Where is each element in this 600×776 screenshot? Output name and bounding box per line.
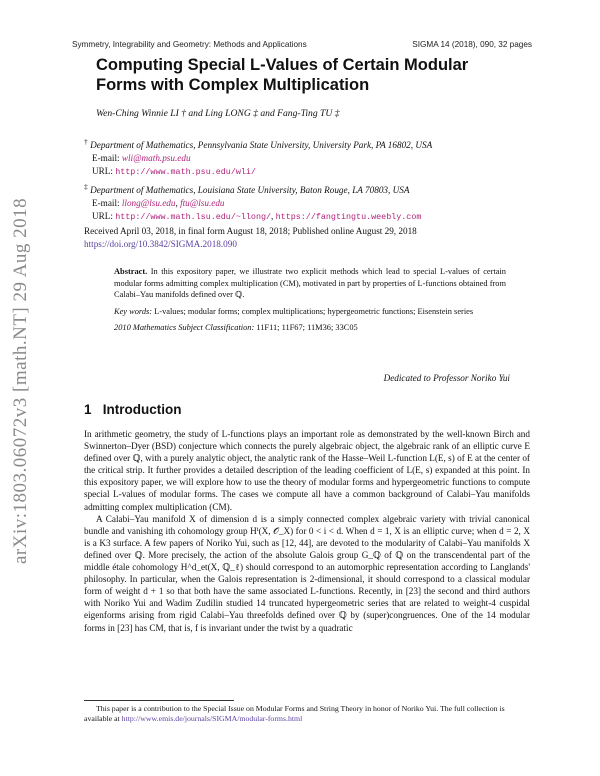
section-heading: 1 Introduction [84, 402, 182, 417]
author-list: Wen-Ching Winnie LI † and Ling LONG ‡ and Fang-Ting TU ‡ [96, 108, 340, 119]
email-link[interactable]: llong@lsu.edu [121, 198, 176, 209]
doi-link[interactable]: https://doi.org/10.3842/SIGMA.2018.090 [84, 239, 237, 249]
affiliation-2: ‡ Department of Mathematics, Louisiana State University, Baton Rouge, LA 70803, USA E-mail: llong@lsu.edu, ftu@lsu.edu URL: http://www.math.lsu.edu/~llong/, https://fangtingtu.weebly.com [84, 182, 422, 223]
abstract-text: In this expository paper, we illustrate two explicit methods which lead to special L-values of certain modular forms admitting complex multiplication (CM), motivated in part by properties of L-functions obtained from Calabi–Yau manifolds defined over ℚ. [114, 267, 506, 299]
footnote: This paper is a contribution to the Special Issue on Modular Forms and String Theory in honor of Noriko Yui. The full collection is available at http://www.emis.de/journals/SIGMA/modular-forms.html [84, 704, 505, 723]
paper-title: Computing Special L-Values of Certain Modular Forms with Complex Multiplication [96, 56, 469, 94]
paragraph: A Calabi–Yau manifold X of dimension d is a simply connected complex algebraic variety with trivial canonical bundle and vanishing ith cohomology group Hⁱ(X, 𝒪_X) for 0 < i < d. When d = 1, X is an elliptic curve; when d = 2, X is a K3 surface. A few papers of Noriko Yui, such as [12, 44], are devoted to the modularity of Calabi–Yau manifolds X defined over ℚ. More precisely, the action of the absolute Galois group G_ℚ of ℚ on the transcendental part of the middle étale cohomology H^d_et(X, ℚ_ℓ) should correspond to an automorphic representation according to Langlands' philosophy. In particular, when the Galois representation is 2-dimensional, it should correspond to a classical modular form of weight d + 1 so that both have the same associated L-functions. Recently, in [23] the second and third authors with Noriko Yui and Wadim Zudilin studied 14 truncated hypergeometric series that are related to weight-4 cuspidal eigenforms arising from rigid Calabi–Yau threefolds defined over ℚ by (super)congruences. One of the 14 modular forms in [23] has CM, that is, f is invariant under the twist by a quadratic [84, 513, 530, 633]
paragraph: In arithmetic geometry, the study of L-functions plays an important role as demonstrated by the well-known Birch and Swinnerton–Dyer (BSD) conjecture which connects the purely algebraic object, the algebraic rank of an elliptic curve E defined over ℚ, with a purely analytic object, the analytic rank of the Hasse–Weil L-function L(E, s) of E at the center of the critical strip. It further provides a detailed description of the leading coefficient of L(E, s) expanded at this point. In this expository paper, we will explore how to use the theory of modular forms and hypergeometric functions to compute special L-values of modular forms. The cases we compute all have a common background of Calabi–Yau manifolds admitting complex multiplication (CM). [84, 429, 530, 512]
publication-dates: Received April 03, 2018, in final form August 18, 2018; Published online August 29, 2018 https://doi.org/10.3842/SIGMA.2018.090 [84, 226, 417, 249]
collection-link[interactable]: http://www.emis.de/journals/SIGMA/modular-forms.html [121, 714, 303, 723]
arxiv-stamp: arXiv:1803.06072v3 [math.NT] 29 Aug 2018 [10, 197, 31, 564]
affiliation-1: † Department of Mathematics, Pennsylvania State University, University Park, PA 16802, USA E-mail: wli@math.psu.edu URL: http://www.math.psu.edu/wli/ [84, 137, 433, 178]
url-link[interactable]: http://www.math.lsu.edu/~llong/ [115, 212, 272, 223]
affiliation-department: Department of Mathematics, Louisiana State University, Baton Rouge, LA 70803, USA [90, 185, 410, 196]
email-link[interactable]: wli@math.psu.edu [121, 153, 191, 164]
body-text [84, 428, 530, 634]
url-link[interactable]: http://www.math.psu.edu/wli/ [115, 167, 256, 178]
journal-reference: SIGMA 14 (2018), 090, 32 pages [412, 40, 532, 49]
abstract-block: Abstract. In this expository paper, we illustrate two explicit methods which lead to special L-values of certain modular forms admitting complex multiplication (CM), motivated in part by properties of L-functions obtained from Calabi–Yau manifolds defined over ℚ. Key words: L-values; modular forms; complex multiplications; hypergeometric functions; Eisenstein series 2010 Mathematics Subject Classification: 11F11; 11F67; 11M36; 33C05 [114, 267, 506, 332]
dedication: Dedicated to Professor Noriko Yui [383, 373, 510, 383]
email-link[interactable]: ftu@lsu.edu [180, 198, 225, 209]
affiliation-department: Department of Mathematics, Pennsylvania State University, University Park, PA 16802, USA [90, 140, 433, 151]
msc-codes: 11F11; 11F67; 11M36; 33C05 [256, 323, 358, 332]
keywords: L-values; modular forms; complex multiplications; hypergeometric functions; Eisenstein series [154, 306, 474, 316]
footnote-divider [84, 700, 234, 701]
journal-name: Symmetry, Integrability and Geometry: Methods and Applications [72, 40, 307, 49]
url-link[interactable]: https://fangtingtu.weebly.com [275, 212, 422, 223]
